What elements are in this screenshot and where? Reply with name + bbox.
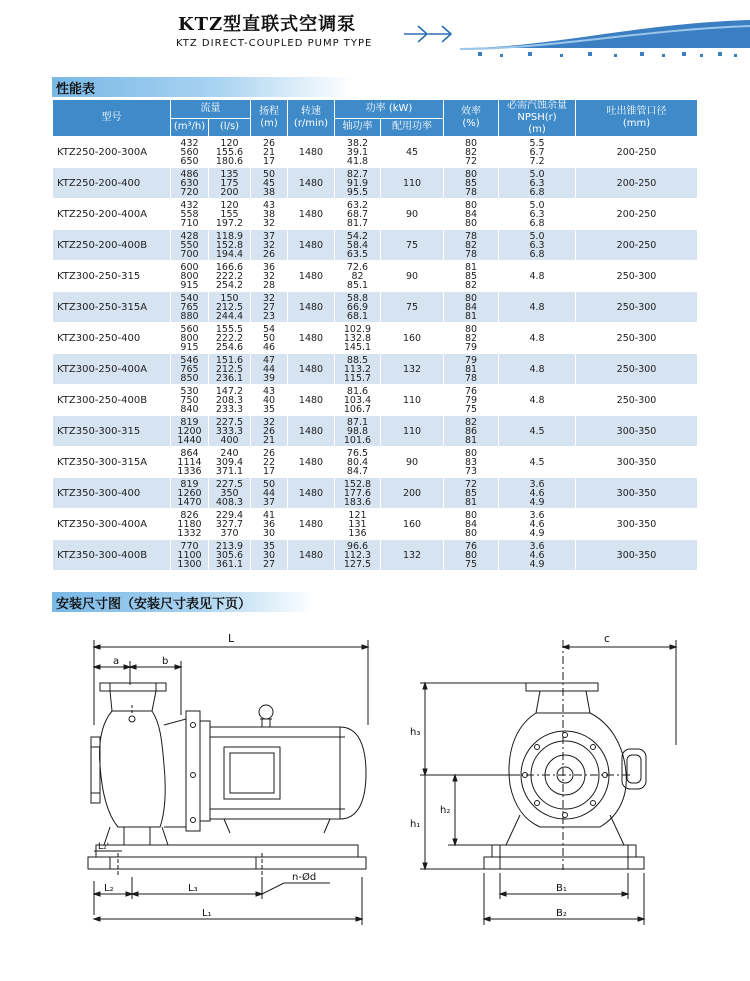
- col-header-motor-power: 配用功率: [381, 118, 444, 137]
- cell-model: KTZ300-250-400A: [53, 354, 171, 385]
- cell-head: 47 44 39: [251, 354, 288, 385]
- cell-head: 35 30 27: [251, 540, 288, 571]
- cell-diameter: 250-300: [576, 385, 698, 416]
- table-row: [53, 230, 698, 261]
- cell-shaft-power: 96.6 112.3 127.5: [335, 540, 381, 571]
- cell-speed: 1480: [288, 385, 335, 416]
- cell-flow-ls: 151.6 212.5 236.1: [209, 354, 251, 385]
- table-row: [53, 447, 698, 478]
- cell-efficiency: 80 84 80: [444, 509, 499, 540]
- cell-shaft-power: 121 131 136: [335, 509, 381, 540]
- cell-flow-ls: 135 175 200: [209, 168, 251, 199]
- cell-model: KTZ250-200-400A: [53, 199, 171, 230]
- cell-model: KTZ250-200-300A: [53, 137, 171, 168]
- cell-model: KTZ350-300-400: [53, 478, 171, 509]
- cell-diameter: 250-300: [576, 323, 698, 354]
- table-row: [53, 168, 698, 199]
- cell-speed: 1480: [288, 137, 335, 168]
- cell-flow-m3h: 826 1180 1332: [171, 509, 209, 540]
- cell-diameter: 200-250: [576, 230, 698, 261]
- cell-head: 54 50 46: [251, 323, 288, 354]
- cell-npsh: 4.8: [499, 292, 576, 323]
- cell-model: KTZ250-200-400: [53, 168, 171, 199]
- cell-efficiency: 81 85 82: [444, 261, 499, 292]
- cell-motor-power: 200: [381, 478, 444, 509]
- cell-npsh: 5.0 6.3 6.8: [499, 230, 576, 261]
- table-row: [53, 540, 698, 571]
- cell-npsh: 4.8: [499, 323, 576, 354]
- col-header-npsh: 必需汽蚀余量 NPSH(r) (m): [499, 100, 576, 137]
- cell-motor-power: 90: [381, 447, 444, 478]
- cell-efficiency: 80 84 80: [444, 199, 499, 230]
- cell-flow-m3h: 432 560 650: [171, 137, 209, 168]
- cell-motor-power: 90: [381, 261, 444, 292]
- performance-table: [52, 99, 698, 571]
- cell-speed: 1480: [288, 199, 335, 230]
- cell-head: 32 27 23: [251, 292, 288, 323]
- cell-head: 43 40 35: [251, 385, 288, 416]
- cell-flow-ls: 120 155 197.2: [209, 199, 251, 230]
- cell-flow-ls: 155.5 222.2 254.6: [209, 323, 251, 354]
- cell-diameter: 300-350: [576, 478, 698, 509]
- cell-motor-power: 132: [381, 354, 444, 385]
- cell-speed: 1480: [288, 168, 335, 199]
- col-header-model: 型号: [53, 100, 171, 137]
- cell-motor-power: 75: [381, 292, 444, 323]
- cell-npsh: 4.5: [499, 447, 576, 478]
- installation-drawing: [0, 615, 750, 981]
- col-header-shaft-power: 轴功率: [335, 118, 381, 137]
- cell-model: KTZ350-300-315A: [53, 447, 171, 478]
- cell-flow-ls: 213.9 305.6 361.1: [209, 540, 251, 571]
- col-header-speed: 转速 (r/min): [288, 100, 335, 137]
- cell-diameter: 200-250: [576, 168, 698, 199]
- cell-model: KTZ300-250-315A: [53, 292, 171, 323]
- cell-flow-m3h: 486 630 720: [171, 168, 209, 199]
- cell-shaft-power: 38.2 39.1 41.8: [335, 137, 381, 168]
- cell-efficiency: 76 79 75: [444, 385, 499, 416]
- cell-flow-ls: 150 212.5 244.4: [209, 292, 251, 323]
- table-row: [53, 354, 698, 385]
- cell-flow-m3h: 819 1260 1470: [171, 478, 209, 509]
- cell-diameter: 300-350: [576, 416, 698, 447]
- cell-flow-ls: 227.5 350 408.3: [209, 478, 251, 509]
- cell-shaft-power: 54.2 58.4 63.5: [335, 230, 381, 261]
- cell-npsh: 3.6 4.6 4.9: [499, 478, 576, 509]
- dim-label-c: c: [604, 632, 611, 645]
- cell-model: KTZ250-200-400B: [53, 230, 171, 261]
- dim-label-h3: h₃: [410, 727, 421, 738]
- dim-label-h2: h₂: [440, 805, 451, 816]
- installation-section-title: 安装尺寸图（安装尺寸表见下页）: [56, 597, 252, 612]
- dim-label-b: b: [162, 656, 169, 667]
- cell-shaft-power: 152.8 177.6 183.6: [335, 478, 381, 509]
- cell-flow-m3h: 540 765 880: [171, 292, 209, 323]
- cell-model: KTZ350-300-315: [53, 416, 171, 447]
- cell-motor-power: 45: [381, 137, 444, 168]
- cell-npsh: 4.8: [499, 261, 576, 292]
- cell-head: 26 22 17: [251, 447, 288, 478]
- cell-model: KTZ350-300-400A: [53, 509, 171, 540]
- cell-motor-power: 160: [381, 323, 444, 354]
- cell-flow-ls: 118.9 152.8 194.4: [209, 230, 251, 261]
- dim-label-L: L: [228, 632, 235, 645]
- dim-label-L2-prime: L₂': [98, 842, 110, 852]
- cell-flow-m3h: 819 1200 1440: [171, 416, 209, 447]
- table-row: [53, 478, 698, 509]
- cell-shaft-power: 63.2 68.7 81.7: [335, 199, 381, 230]
- col-header-flow-ls: (l/s): [209, 118, 251, 137]
- performance-section-bar: [52, 77, 352, 97]
- cell-model: KTZ350-300-400B: [53, 540, 171, 571]
- dim-label-n-d: n-Ød: [292, 872, 317, 883]
- page-title: KTZ型直联式空调泵: [178, 14, 357, 35]
- cell-efficiency: 82 86 81: [444, 416, 499, 447]
- double-arrow-icon: [404, 26, 451, 42]
- cell-motor-power: 110: [381, 168, 444, 199]
- table-row: [53, 292, 698, 323]
- cell-speed: 1480: [288, 323, 335, 354]
- cell-npsh: 3.6 4.6 4.9: [499, 540, 576, 571]
- cell-shaft-power: 82.7 91.9 95.5: [335, 168, 381, 199]
- cell-motor-power: 75: [381, 230, 444, 261]
- cell-motor-power: 110: [381, 416, 444, 447]
- cell-flow-ls: 229.4 327.7 370: [209, 509, 251, 540]
- cell-diameter: 250-300: [576, 292, 698, 323]
- cell-head: 32 26 21: [251, 416, 288, 447]
- table-row: [53, 199, 698, 230]
- cell-flow-m3h: 546 765 850: [171, 354, 209, 385]
- cell-speed: 1480: [288, 478, 335, 509]
- cell-model: KTZ300-250-400B: [53, 385, 171, 416]
- cell-shaft-power: 88.5 113.2 115.7: [335, 354, 381, 385]
- cell-speed: 1480: [288, 354, 335, 385]
- cell-npsh: 4.5: [499, 416, 576, 447]
- cell-efficiency: 72 85 81: [444, 478, 499, 509]
- cell-diameter: 300-350: [576, 509, 698, 540]
- cell-flow-ls: 240 309.4 371.1: [209, 447, 251, 478]
- cell-shaft-power: 102.9 132.8 145.1: [335, 323, 381, 354]
- performance-section-title: 性能表: [56, 82, 96, 97]
- cell-diameter: 300-350: [576, 447, 698, 478]
- cell-speed: 1480: [288, 261, 335, 292]
- cell-npsh: 4.8: [499, 385, 576, 416]
- cell-efficiency: 80 84 81: [444, 292, 499, 323]
- cell-efficiency: 80 85 78: [444, 168, 499, 199]
- cell-speed: 1480: [288, 292, 335, 323]
- cell-efficiency: 78 82 78: [444, 230, 499, 261]
- cell-diameter: 200-250: [576, 137, 698, 168]
- cell-npsh: 5.0 6.3 6.8: [499, 168, 576, 199]
- cell-head: 26 21 17: [251, 137, 288, 168]
- table-row: [53, 323, 698, 354]
- cell-flow-ls: 147.2 208.3 233.3: [209, 385, 251, 416]
- cell-efficiency: 80 82 79: [444, 323, 499, 354]
- cell-npsh: 4.8: [499, 354, 576, 385]
- cell-diameter: 200-250: [576, 199, 698, 230]
- cell-diameter: 250-300: [576, 261, 698, 292]
- page-header: [0, 0, 750, 62]
- cell-model: KTZ300-250-400: [53, 323, 171, 354]
- side-view: [88, 632, 368, 925]
- table-row: [53, 261, 698, 292]
- dim-label-L1: L₁: [202, 908, 212, 919]
- cell-efficiency: 80 83 73: [444, 447, 499, 478]
- cell-head: 36 32 28: [251, 261, 288, 292]
- cell-motor-power: 160: [381, 509, 444, 540]
- cell-speed: 1480: [288, 540, 335, 571]
- cell-efficiency: 79 81 78: [444, 354, 499, 385]
- page-subtitle: KTZ DIRECT-COUPLED PUMP TYPE: [176, 38, 373, 49]
- cell-npsh: 5.0 6.3 6.8: [499, 199, 576, 230]
- dim-label-a: a: [113, 656, 120, 667]
- dim-label-B1: B₁: [556, 883, 567, 894]
- col-header-flow-m3h: (m³/h): [171, 118, 209, 137]
- cell-flow-m3h: 770 1100 1300: [171, 540, 209, 571]
- table-row: [53, 509, 698, 540]
- header-arrow-decoration: [400, 18, 750, 62]
- cell-head: 37 32 26: [251, 230, 288, 261]
- front-view: [410, 632, 676, 925]
- cell-head: 43 38 32: [251, 199, 288, 230]
- installation-section-bar: [52, 592, 314, 612]
- cell-flow-m3h: 432 558 710: [171, 199, 209, 230]
- cell-diameter: 300-350: [576, 540, 698, 571]
- cell-head: 50 45 38: [251, 168, 288, 199]
- cell-flow-ls: 120 155.6 180.6: [209, 137, 251, 168]
- cell-shaft-power: 76.5 80.4 84.7: [335, 447, 381, 478]
- cell-speed: 1480: [288, 416, 335, 447]
- cell-efficiency: 80 82 72: [444, 137, 499, 168]
- table-body: [53, 137, 698, 571]
- cell-shaft-power: 87.1 98.8 101.6: [335, 416, 381, 447]
- dim-label-B2: B₂: [556, 908, 567, 919]
- cell-npsh: 5.5 6.7 7.2: [499, 137, 576, 168]
- table-row: [53, 137, 698, 168]
- col-header-power: 功率 (kW): [335, 100, 444, 119]
- col-header-efficiency: 效率 (%): [444, 100, 499, 137]
- cell-motor-power: 90: [381, 199, 444, 230]
- table-row: [53, 416, 698, 447]
- cell-flow-m3h: 864 1114 1336: [171, 447, 209, 478]
- col-header-diameter: 吐出锥管口径 (mm): [576, 100, 698, 137]
- cell-flow-m3h: 428 550 700: [171, 230, 209, 261]
- table-header: [53, 100, 698, 137]
- cell-head: 50 44 37: [251, 478, 288, 509]
- cell-motor-power: 110: [381, 385, 444, 416]
- cell-diameter: 250-300: [576, 354, 698, 385]
- cell-flow-ls: 227.5 333.3 400: [209, 416, 251, 447]
- cell-flow-m3h: 530 750 840: [171, 385, 209, 416]
- cell-shaft-power: 81.6 103.4 106.7: [335, 385, 381, 416]
- cell-model: KTZ300-250-315: [53, 261, 171, 292]
- cell-flow-m3h: 600 800 915: [171, 261, 209, 292]
- dim-label-h1: h₁: [410, 819, 421, 830]
- dim-label-L3: L₃: [188, 883, 198, 894]
- cell-head: 41 36 30: [251, 509, 288, 540]
- cell-speed: 1480: [288, 447, 335, 478]
- cell-shaft-power: 58.8 66.9 68.1: [335, 292, 381, 323]
- col-header-head: 扬程 (m): [251, 100, 288, 137]
- cell-efficiency: 76 80 75: [444, 540, 499, 571]
- cell-flow-m3h: 560 800 915: [171, 323, 209, 354]
- cell-shaft-power: 72.6 82 85.1: [335, 261, 381, 292]
- cell-flow-ls: 166.6 222.2 254.2: [209, 261, 251, 292]
- col-header-flow: 流量: [171, 100, 251, 119]
- cell-npsh: 3.6 4.6 4.9: [499, 509, 576, 540]
- cell-speed: 1480: [288, 509, 335, 540]
- table-row: [53, 385, 698, 416]
- cell-motor-power: 132: [381, 540, 444, 571]
- dim-label-L2: L₂: [104, 883, 114, 894]
- cell-speed: 1480: [288, 230, 335, 261]
